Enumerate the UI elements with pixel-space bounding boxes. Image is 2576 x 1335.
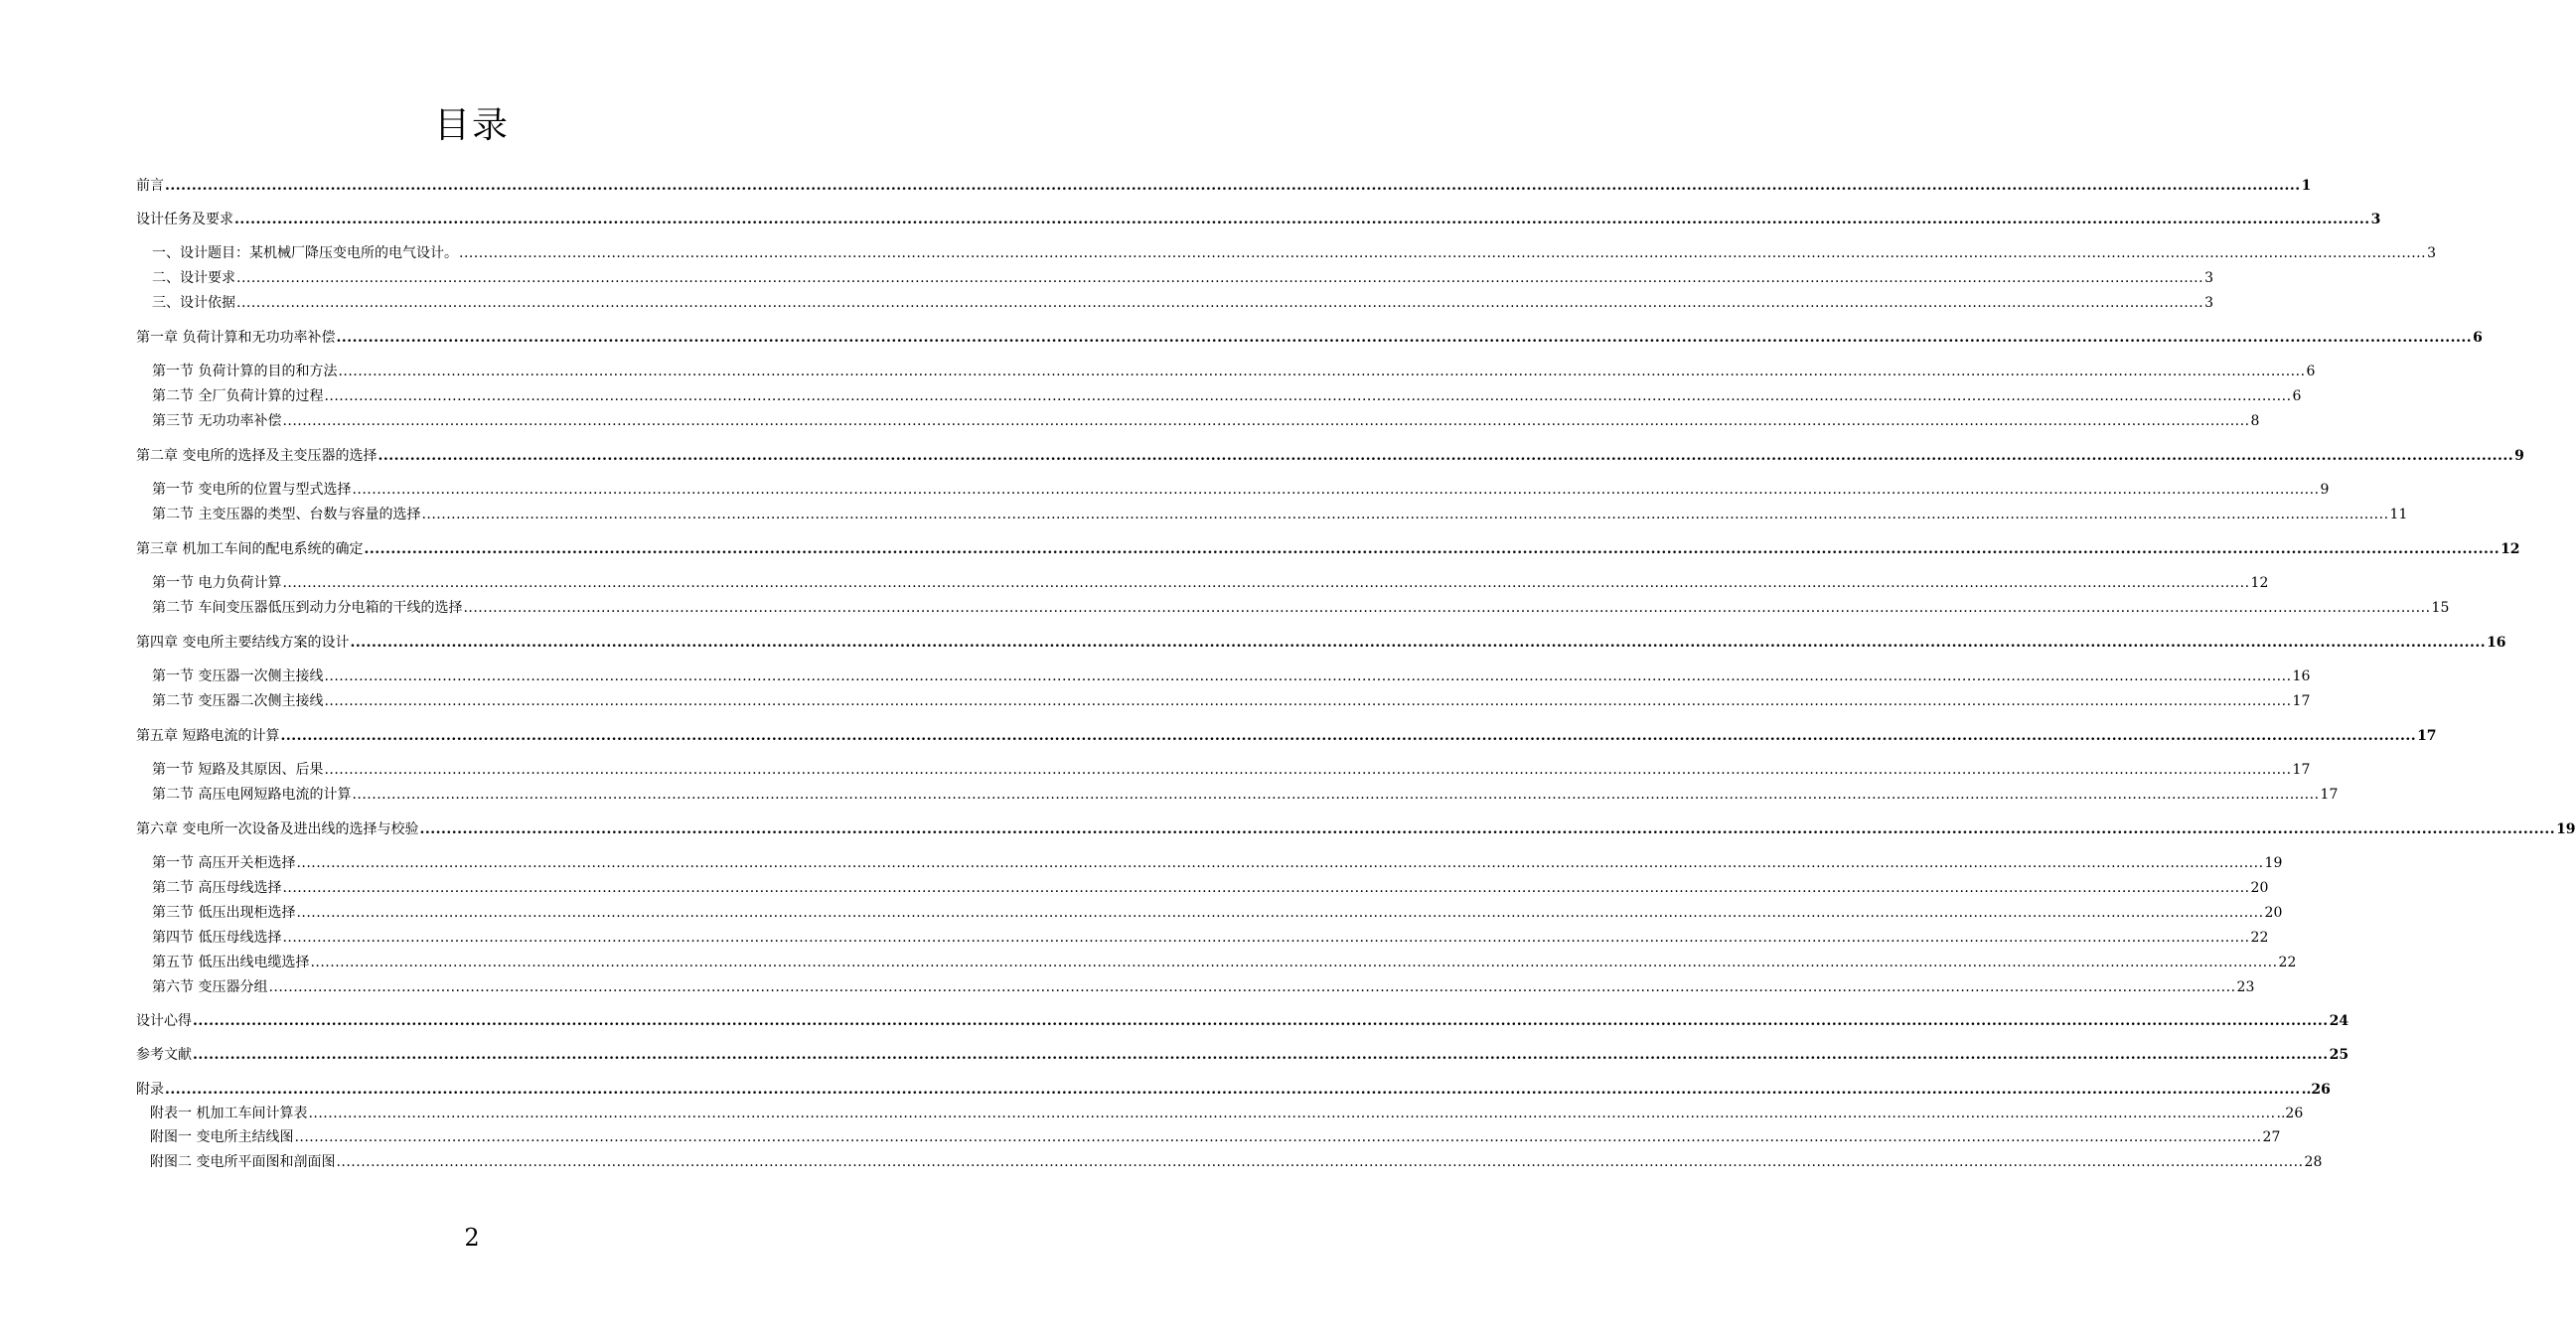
toc-page: 19 bbox=[2264, 855, 2283, 871]
toc-label: 三、设计依据 bbox=[152, 295, 235, 311]
toc-label: 第二节 全厂负荷计算的过程 bbox=[152, 388, 324, 404]
toc-label: 第一章 负荷计算和无功功率补偿 bbox=[136, 330, 336, 346]
toc-entry[interactable] bbox=[152, 412, 2260, 430]
toc-page: 28 bbox=[2304, 1154, 2323, 1170]
toc-entry[interactable] bbox=[152, 294, 2213, 312]
toc-page: 1 bbox=[2301, 178, 2312, 194]
leader-dots: ................................................................................................................................................................................................................................................................................................................................................................................................................ bbox=[421, 507, 2389, 522]
toc-label: 附图一 变电所主结线图 bbox=[150, 1129, 294, 1145]
leader-dots: ................................................................................................................................................................................................................................................................................................................................................................................................................ bbox=[193, 1013, 2329, 1029]
toc-label: 第三节 无功功率补偿 bbox=[152, 413, 282, 429]
leader-dots: ................................................................................................................................................................................................................................................................................................................................................................................................................ bbox=[236, 295, 2204, 311]
toc-entry[interactable] bbox=[150, 1105, 2304, 1122]
toc-label: 第六节 变压器分组 bbox=[152, 979, 268, 995]
toc-label: 第四章 变电所主要结线方案的设计 bbox=[136, 635, 350, 651]
toc-entry[interactable] bbox=[152, 387, 2302, 405]
toc-label: 第一节 变电所的位置与型式选择 bbox=[152, 482, 352, 498]
toc-page: 16 bbox=[2292, 668, 2311, 684]
toc-label: 一、设计题目：某机械厂降压变电所的电气设计。 bbox=[152, 245, 458, 261]
toc-page: 3 bbox=[2427, 245, 2436, 261]
toc-page: 23 bbox=[2236, 979, 2255, 995]
toc-entry[interactable] bbox=[136, 211, 2381, 228]
toc-entry[interactable] bbox=[152, 574, 2269, 592]
leader-dots: ................................................................................................................................................................................................................................................................................................................................................................................................................ bbox=[324, 668, 2292, 684]
toc-entry[interactable] bbox=[152, 269, 2213, 287]
toc-entry[interactable] bbox=[152, 599, 2450, 617]
toc-label: 设计心得 bbox=[136, 1013, 192, 1029]
toc-page: 11 bbox=[2389, 507, 2408, 522]
leader-dots: ................................................................................................................................................................................................................................................................................................................................................................................................................ bbox=[234, 212, 2370, 227]
leader-dots: ................................................................................................................................................................................................................................................................................................................................................................................................................ bbox=[236, 270, 2204, 286]
toc-page: 25 bbox=[2329, 1047, 2349, 1063]
toc-page: 3 bbox=[2204, 270, 2213, 286]
toc-page: 17 bbox=[2292, 693, 2311, 709]
leader-dots: ................................................................................................................................................................................................................................................................................................................................................................................................................ bbox=[282, 930, 2250, 946]
toc-entry[interactable] bbox=[152, 761, 2311, 779]
toc-label: 第一节 变压器一次侧主接线 bbox=[152, 668, 324, 684]
leader-dots: ................................................................................................................................................................................................................................................................................................................................................................................................................ bbox=[459, 245, 2427, 261]
toc-page: ..26 bbox=[2301, 1082, 2331, 1098]
toc-label: 第一节 电力负荷计算 bbox=[152, 575, 282, 591]
toc-entry[interactable] bbox=[150, 1128, 2281, 1146]
toc-entry[interactable] bbox=[152, 978, 2255, 996]
toc-entry[interactable] bbox=[152, 692, 2311, 710]
toc-label: 第一节 负荷计算的目的和方法 bbox=[152, 364, 338, 379]
leader-dots: ................................................................................................................................................................................................................................................................................................................................................................................................................ bbox=[296, 855, 2264, 871]
page-title: 目录 bbox=[433, 105, 510, 146]
toc-page: 17 bbox=[2320, 787, 2339, 803]
leader-dots: ................................................................................................................................................................................................................................................................................................................................................................................................................ bbox=[165, 1082, 2301, 1098]
toc-label: 参考文献 bbox=[136, 1047, 192, 1063]
toc-label: 第五节 低压出线电缆选择 bbox=[152, 955, 310, 970]
toc-entry[interactable] bbox=[136, 1081, 2331, 1099]
toc-entry[interactable] bbox=[152, 244, 2436, 262]
leader-dots: ................................................................................................................................................................................................................................................................................................................................................................................................................ bbox=[364, 541, 2500, 557]
toc-page: 6 bbox=[2306, 364, 2316, 379]
toc-page: 17 bbox=[2292, 762, 2311, 778]
leader-dots: ................................................................................................................................................................................................................................................................................................................................................................................................................ bbox=[296, 905, 2264, 921]
toc-label: 第一节 高压开关柜选择 bbox=[152, 855, 296, 871]
toc-entry[interactable] bbox=[152, 506, 2408, 523]
toc-entry[interactable] bbox=[152, 879, 2269, 897]
toc-entry[interactable] bbox=[136, 447, 2524, 465]
toc-entry[interactable] bbox=[136, 329, 2483, 347]
toc-page: 15 bbox=[2431, 600, 2450, 616]
toc-page: 9 bbox=[2320, 482, 2330, 498]
leader-dots: ................................................................................................................................................................................................................................................................................................................................................................................................................ bbox=[350, 635, 2487, 651]
toc-entry[interactable] bbox=[150, 1153, 2323, 1171]
toc-label: 第二节 变压器二次侧主接线 bbox=[152, 693, 324, 709]
leader-dots: ................................................................................................................................................................................................................................................................................................................................................................................................................ bbox=[308, 1106, 2276, 1121]
leader-dots: ................................................................................................................................................................................................................................................................................................................................................................................................................ bbox=[378, 448, 2514, 464]
toc-label: 第二节 高压母线选择 bbox=[152, 880, 282, 896]
toc-page: 22 bbox=[2278, 955, 2297, 970]
toc-label: 附录 bbox=[136, 1082, 164, 1098]
toc-label: 第二节 车间变压器低压到动力分电箱的干线的选择 bbox=[152, 600, 463, 616]
leader-dots: ................................................................................................................................................................................................................................................................................................................................................................................................................ bbox=[324, 693, 2292, 709]
toc-label: 第三节 低压出现柜选择 bbox=[152, 905, 296, 921]
toc-page: 6 bbox=[2473, 330, 2483, 346]
leader-dots: ................................................................................................................................................................................................................................................................................................................................................................................................................ bbox=[268, 979, 2236, 995]
toc-entry[interactable] bbox=[136, 177, 2312, 195]
toc-page: 17 bbox=[2417, 728, 2437, 744]
toc-label: 第三章 机加工车间的配电系统的确定 bbox=[136, 541, 364, 557]
leader-dots: ................................................................................................................................................................................................................................................................................................................................................................................................................ bbox=[310, 955, 2278, 970]
leader-dots: ................................................................................................................................................................................................................................................................................................................................................................................................................ bbox=[419, 821, 2556, 837]
toc-page: 20 bbox=[2264, 905, 2283, 921]
leader-dots: ................................................................................................................................................................................................................................................................................................................................................................................................................ bbox=[282, 880, 2250, 896]
toc-label: 第二章 变电所的选择及主变压器的选择 bbox=[136, 448, 378, 464]
toc-page: 3 bbox=[2370, 212, 2381, 227]
toc-entry[interactable] bbox=[152, 954, 2297, 971]
toc-entry[interactable] bbox=[152, 363, 2316, 380]
toc-page: 20 bbox=[2250, 880, 2269, 896]
leader-dots: ................................................................................................................................................................................................................................................................................................................................................................................................................ bbox=[165, 178, 2301, 194]
toc-entry[interactable] bbox=[152, 854, 2283, 872]
toc-entry[interactable] bbox=[136, 540, 2520, 558]
toc-entry[interactable] bbox=[152, 904, 2283, 922]
toc-page: 3 bbox=[2204, 295, 2213, 311]
toc-entry[interactable] bbox=[136, 1046, 2349, 1064]
toc-entry[interactable] bbox=[152, 481, 2330, 499]
leader-dots: ................................................................................................................................................................................................................................................................................................................................................................................................................ bbox=[336, 1154, 2304, 1170]
toc-page: 6 bbox=[2292, 388, 2302, 404]
toc-page: 8 bbox=[2250, 413, 2260, 429]
toc-page: 24 bbox=[2329, 1013, 2349, 1029]
toc-page: 12 bbox=[2500, 541, 2520, 557]
toc-page: 9 bbox=[2514, 448, 2524, 464]
toc-label: 附表一 机加工车间计算表 bbox=[150, 1106, 308, 1121]
toc-label: 二、设计要求 bbox=[152, 270, 235, 286]
toc-label: 第五章 短路电流的计算 bbox=[136, 728, 280, 744]
leader-dots: ................................................................................................................................................................................................................................................................................................................................................................................................................ bbox=[352, 482, 2320, 498]
toc-page: 19 bbox=[2556, 821, 2576, 837]
leader-dots: ................................................................................................................................................................................................................................................................................................................................................................................................................ bbox=[282, 413, 2250, 429]
toc-entry[interactable] bbox=[136, 820, 2576, 838]
leader-dots: ................................................................................................................................................................................................................................................................................................................................................................................................................ bbox=[193, 1047, 2329, 1063]
toc-label: 第二节 主变压器的类型、台数与容量的选择 bbox=[152, 507, 421, 522]
leader-dots: ................................................................................................................................................................................................................................................................................................................................................................................................................ bbox=[352, 787, 2320, 803]
toc-page: 12 bbox=[2250, 575, 2269, 591]
leader-dots: ................................................................................................................................................................................................................................................................................................................................................................................................................ bbox=[324, 388, 2292, 404]
toc-label: 第二节 高压电网短路电流的计算 bbox=[152, 787, 352, 803]
toc-label: 第四节 低压母线选择 bbox=[152, 930, 282, 946]
toc-label: 设计任务及要求 bbox=[136, 212, 233, 227]
leader-dots: ................................................................................................................................................................................................................................................................................................................................................................................................................ bbox=[294, 1129, 2262, 1145]
page-number: 2 bbox=[464, 1224, 480, 1252]
leader-dots: ................................................................................................................................................................................................................................................................................................................................................................................................................ bbox=[280, 728, 2417, 744]
leader-dots: ................................................................................................................................................................................................................................................................................................................................................................................................................ bbox=[338, 364, 2306, 379]
toc-entry[interactable] bbox=[152, 929, 2269, 947]
toc-entry[interactable] bbox=[152, 786, 2339, 804]
toc-entry[interactable] bbox=[136, 727, 2437, 745]
toc-entry[interactable] bbox=[152, 668, 2311, 685]
leader-dots: ................................................................................................................................................................................................................................................................................................................................................................................................................ bbox=[336, 330, 2473, 346]
toc-label: 前言 bbox=[136, 178, 164, 194]
toc-page: 22 bbox=[2250, 930, 2269, 946]
toc-page: 16 bbox=[2487, 635, 2506, 651]
toc-label: 附图二 变电所平面图和剖面图 bbox=[150, 1154, 336, 1170]
toc-page: ..26 bbox=[2276, 1106, 2304, 1121]
toc-page: 27 bbox=[2262, 1129, 2281, 1145]
toc-entry[interactable] bbox=[136, 634, 2506, 652]
toc-label: 第一节 短路及其原因、后果 bbox=[152, 762, 324, 778]
leader-dots: ................................................................................................................................................................................................................................................................................................................................................................................................................ bbox=[324, 762, 2292, 778]
leader-dots: ................................................................................................................................................................................................................................................................................................................................................................................................................ bbox=[463, 600, 2431, 616]
toc-label: 第六章 变电所一次设备及进出线的选择与校验 bbox=[136, 821, 419, 837]
leader-dots: ................................................................................................................................................................................................................................................................................................................................................................................................................ bbox=[282, 575, 2250, 591]
toc-entry[interactable] bbox=[136, 1012, 2349, 1030]
